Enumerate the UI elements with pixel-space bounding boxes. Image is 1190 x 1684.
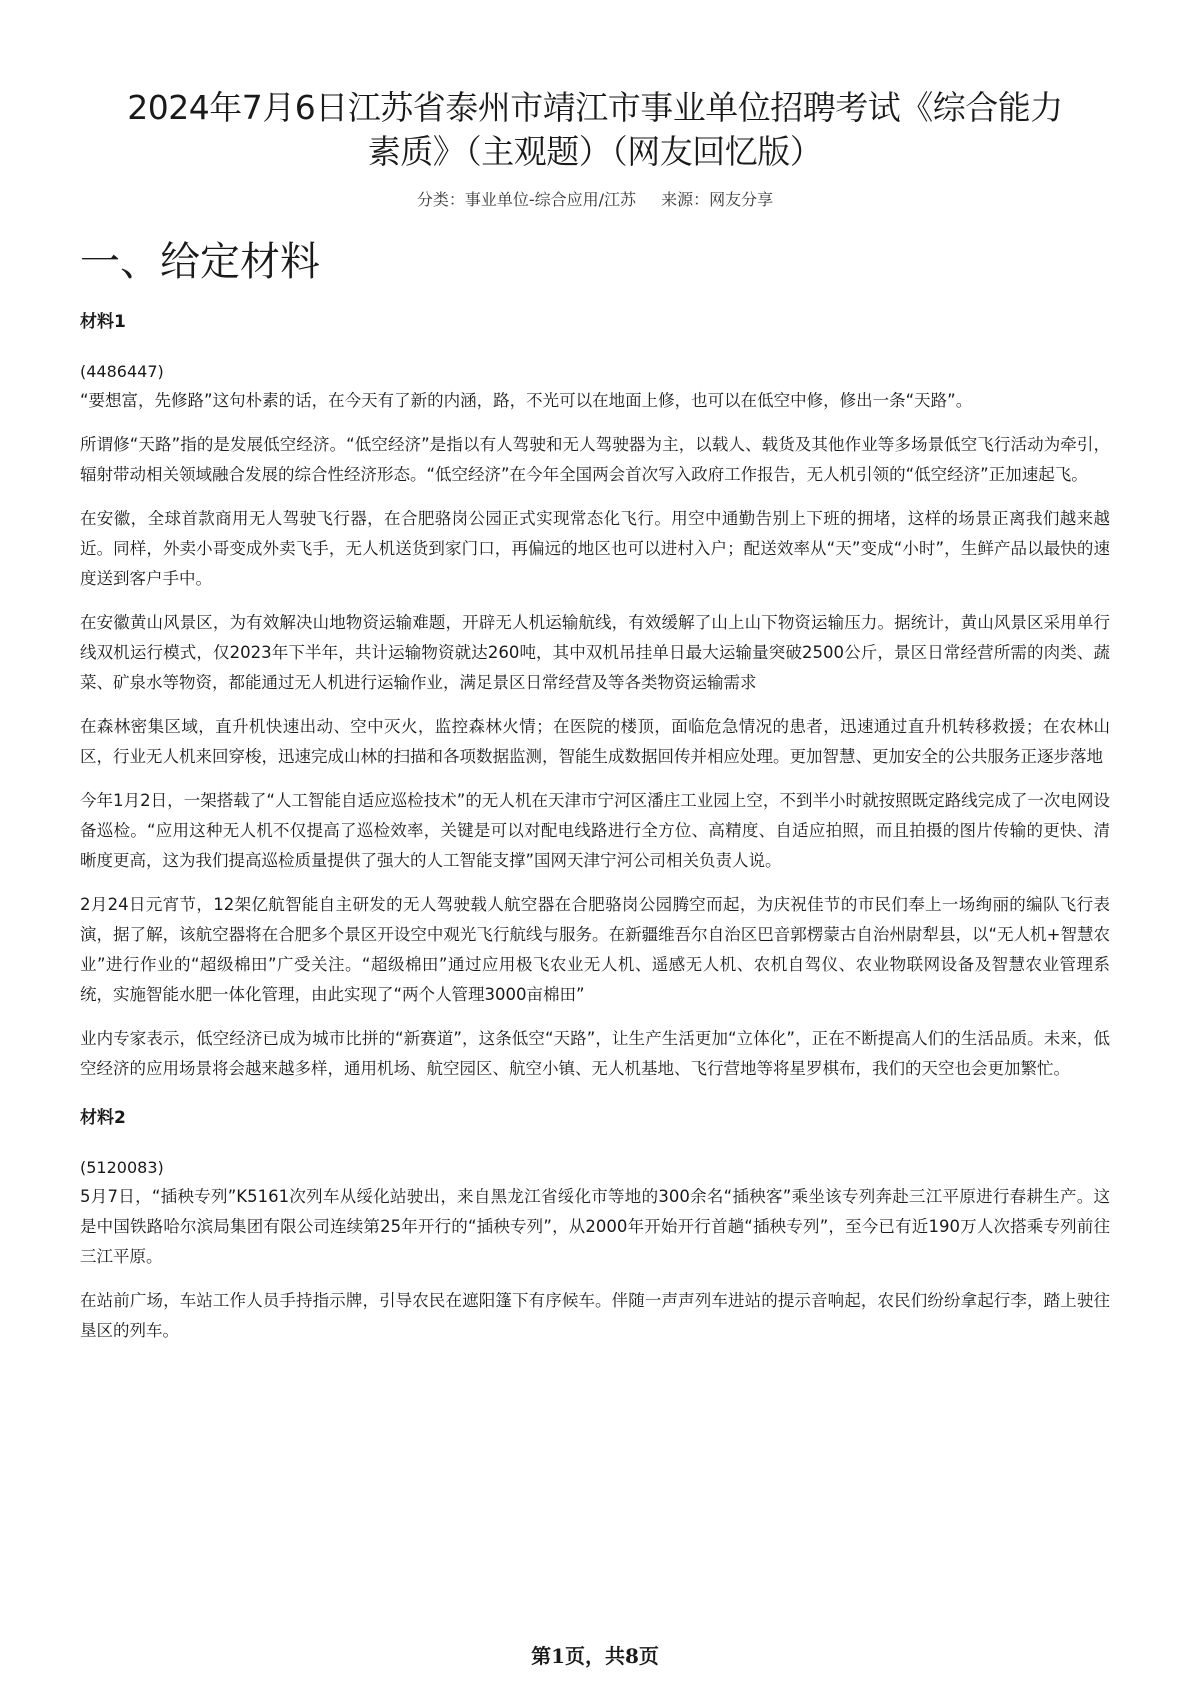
material-1-paragraph: 今年1月2日，一架搭载了“人工智能自适应巡检技术”的无人机在天津市宁河区潘庄工业园上空，不到半小时就按照既定路线完成了一次电网设备巡检。“应用这种无人机不仅提高了巡检效率，关键是可以对配电线路进行全方位、高精度、自适应拍照，而且拍摄的图片传输的更快、清晰度更高，这为我们提高巡检质量提供了强大的人工智能支撑”国网天津宁河公司相关负责人说。 [80, 791, 1110, 870]
material-2-label: 材料2 [80, 1108, 126, 1128]
title-line-2: 素质》（主观题）（网友回忆版） [367, 132, 823, 171]
material-1-paragraph: “要想富，先修路”这句朴素的话，在今天有了新的内涵，路，不光可以在地面上修，也可以在低空中修，修出一条“天路”。 [80, 391, 973, 410]
material-1-paragraph: 所谓修“天路”指的是发展低空经济。“低空经济”是指以有人驾驶和无人驾驶器为主，以载人、载货及其他作业等多场景低空飞行活动为牵引，辐射带动相关领域融合发展的综合性经济形态。“低空经济”在今年全国两会首次写入政府工作报告，无人机引领的“低空经济”正加速起飞。 [80, 435, 1110, 484]
title-line-1: 2024年7月6日江苏省泰州市靖江市事业单位招聘考试《综合能力 [127, 88, 1063, 127]
material-2-paragraph: 在站前广场，车站工作人员手持指示牌，引导农民在遮阳篷下有序候车。伴随一声声列车进站的提示音响起，农民们纷纷拿起行李，踏上驶往垦区的列车。 [80, 1291, 1110, 1340]
material-2 [80, 1106, 1110, 1346]
material-1 [80, 310, 1110, 1084]
page-number-footer: 第1页，共8页 [531, 1644, 659, 1668]
material-1-paragraph: 在森林密集区域，直升机快速出动、空中灭火，监控森林火情；在医院的楼顶，面临危急情况的患者，迅速通过直升机转移救援；在农林山区，行业无人机来回穿梭，迅速完成山林的扫描和各项数据监测，智能生成数据回传并相应处理。更加智慧、更加安全的公共服务正逐步落地 [80, 717, 1110, 766]
material-1-label: 材料1 [80, 312, 126, 332]
material-1-paragraph: 2月24日元宵节，12架亿航智能自主研发的无人驾驶载人航空器在合肥骆岗公园腾空而起，为庆祝佳节的市民们奉上一场绚丽的编队飞行表演，据了解，该航空器将在合肥多个景区开设空中观光飞行航线与服务。在新疆维吾尔自治区巴音郭楞蒙古自治州尉犁县，以“无人机+智慧农业”进行作业的“超级棉田”广受关注。“超级棉田”通过应用极飞农业无人机、遥感无人机、农机自驾仪、农业物联网设备及智慧农业管理系统，实施智能水肥一体化管理，由此实现了“两个人管理3000亩棉田” [80, 895, 1110, 1004]
document-title [80, 86, 1110, 174]
category-label: 分类：事业单位-综合应用/江苏 [416, 190, 637, 209]
material-2-code: (5120083) [80, 1158, 164, 1177]
document-page [80, 86, 1110, 1360]
source-label: 来源：网友分享 [661, 190, 774, 209]
material-1-paragraph: 业内专家表示，低空经济已成为城市比拼的“新赛道”，这条低空“天路”，让生产生活更加“立体化”，正在不断提高人们的生活品质。未来，低空经济的应用场景将会越来越多样，通用机场、航空园区、航空小镇、无人机基地、飞行营地等将星罗棋布，我们的天空也会更加繁忙。 [80, 1029, 1110, 1078]
material-1-paragraph: 在安徽，全球首款商用无人驾驶飞行器，在合肥骆岗公园正式实现常态化飞行。用空中通勤告别上下班的拥堵，这样的场景正离我们越来越近。同样，外卖小哥变成外卖飞手，无人机送货到家门口，再偏远的地区也可以进村入户；配送效率从“天”变成“小时”，生鲜产品以最快的速度送到客户手中。 [80, 509, 1110, 588]
document-meta [80, 188, 1110, 212]
material-1-code: (4486447) [80, 362, 164, 381]
material-1-paragraph: 在安徽黄山风景区，为有效解决山地物资运输难题，开辟无人机运输航线，有效缓解了山上山下物资运输压力。据统计，黄山风景区采用单行线双机运行模式，仅2023年下半年，共计运输物资就达260吨，其中双机吊挂单日最大运输量突破2500公斤，景区日常经营所需的肉类、蔬菜、矿泉水等物资，都能通过无人机进行运输作业，满足景区日常经营及等各类物资运输需求 [80, 613, 1110, 692]
material-2-paragraph: 5月7日，“插秧专列”K5161次列车从绥化站驶出，来自黑龙江省绥化市等地的300余名“插秧客”乘坐该专列奔赴三江平原进行春耕生产。这是中国铁路哈尔滨局集团有限公司连续第25年开行的“插秧专列”，从2000年开始开行首趟“插秧专列”，至今已有近190万人次搭乘专列前往三江平原。 [80, 1187, 1110, 1266]
section-heading: 一、给定材料 [80, 239, 320, 285]
